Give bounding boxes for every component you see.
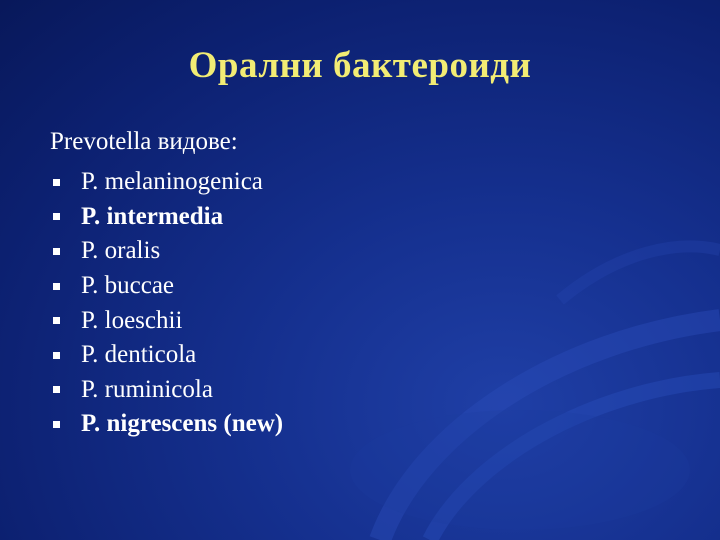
square-bullet-icon (53, 421, 60, 428)
square-bullet-icon (53, 386, 60, 393)
list-item (50, 234, 283, 269)
list-item-label: P. loeschii (81, 306, 183, 334)
list-item (50, 373, 283, 408)
square-bullet-icon (53, 213, 60, 220)
square-bullet-icon (53, 352, 60, 359)
bullet-list (50, 165, 283, 442)
square-bullet-icon (53, 248, 60, 255)
list-item (50, 269, 283, 304)
list-item (50, 407, 283, 442)
square-bullet-icon (53, 179, 60, 186)
list-item-label: P. denticola (81, 341, 197, 369)
list-item-label: P. nigrescens (new) (81, 410, 284, 438)
slide-title: Орални бактероиди (188, 45, 532, 86)
list-item-label: P. intermedia (81, 202, 224, 230)
list-item-label: P. buccae (81, 272, 175, 300)
list-item-label: P. oralis (81, 237, 161, 265)
square-bullet-icon (53, 317, 60, 324)
list-item (50, 303, 283, 338)
list-item-label: P. melaninogenica (81, 168, 263, 196)
list-item (50, 165, 283, 200)
list-item (50, 338, 283, 373)
square-bullet-icon (53, 283, 60, 290)
list-item-label: P. ruminicola (81, 375, 213, 403)
list-item (50, 200, 283, 235)
list-intro: Prevotella видове: (50, 128, 238, 155)
